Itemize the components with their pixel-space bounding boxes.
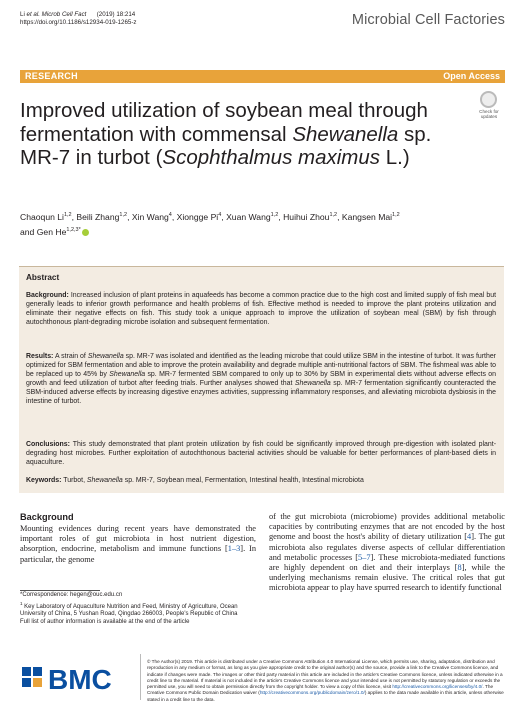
check-updates-line: Check for [479,109,499,114]
journal-name: Microbial Cell Factories [351,12,505,28]
title-part: sp. MR-7 in turbot ( [20,122,432,169]
full-list-note: Full list of author information is available at the end of the article [20,618,190,625]
license-text: © The Author(s) 2019. This article is distributed under a Creative Commons Attribution 4.0 International License, which permits use, sharing, adaptation, distribution and reproduction in any medium or format, as long as you give appropriate credit to the original author(s) and the source, provide a link to the Creative Commons licence, and indicate if changes were made. The images or other third party material in this article are included in the article's Creative Commons licence, unless indicated otherwise in a credit line to the material. If material is not included in the article's Creative Commons licence and your intended use is not permitted by statutory regulation or exceeds the permitted use, you will need to obtain permission directly from the copyright holder. To view a copy of this licence, visit http://creativecommons.org/licenses/by/4.0/. The Creative Commons Public Domain Dedication waiver (http://creativecommons.org/publicdomain/zero/1.0/) applies to the data made available in this article, unless otherwise stated in a credit line to the data. [147,659,504,702]
author[interactable]: Chaoqun Li$^{1,2}$ [20,211,72,222]
license-link[interactable]: http://creativecommons.org/licenses/by/4.0/ [392,684,483,690]
bmc-logo-graphic [20,664,132,696]
abstract-conclusions: Conclusions: This study demonstrated that plant protein utilization by fish could be significantly improved through pre-digestion with isolated plant-degrading host microbes. Further exploitation of autochthonous bacterial activities should be valuable for better performances of plant-based diets in aquaculture. [26,441,496,467]
article-title [20,99,470,170]
citation-link[interactable]: 5–7 [358,552,371,562]
citation-doi[interactable]: https://doi.org/10.1186/s12934-019-1265-z [20,19,137,27]
author[interactable]: Xuan Wang$^{1,2}$ [226,211,279,222]
citation-year: (2019) 18:214 [96,11,136,18]
author-list: Chaoqun Li$^{1,2}$, Beili Zhang$^{1,2}$, Xin Wang$^4$, Xiongge Pi$^4$, Xuan Wang$^{1,2}$, Huihui Zhou$^{1,2}$, Kangsen Mai$^{1,2}$ and Gen $He^{1,2,3*}$ [20,211,400,237]
citation-journal: et al. Microb Cell Fact [26,11,87,18]
footnotes [20,592,256,626]
article-type-banner [20,70,505,83]
author[interactable]: Xin Wang$^4$ [131,211,172,222]
correspondence: *Correspondence: hegen@ouc.edu.cn [20,592,123,598]
citation [20,11,137,28]
abstract-background: Background: Increased inclusion of plant proteins in aquafeeds has become a common practice due to the high cost and limited supply of fish meal but generally leads to inferior growth performance and health problems of fish. Effective method is needed to improve the plant proteins utilization and eliminate their negative effects on fish. This study took a unique approach to improve the utilization of soybean meal (SBM) by fish through autochthonous plant-degrading microbe isolation and subsequent fermentation. [26,292,496,327]
author[interactable]: Kangsen Mai$^{1,2}$ [341,211,400,222]
abstract-box [19,266,504,493]
author[interactable]: Beili Zhang$^{1,2}$ [76,211,128,222]
affiliation: $^1$ Key Laboratory of Aquaculture Nutrition and Feed, Ministry of Agriculture, Ocean University of China, 5 Yushan Road, Qingdao 266003, People's Republic of China [20,600,238,618]
check-updates-icon [480,91,497,108]
footnote-rule [20,590,100,591]
license-divider [140,654,141,700]
bmc-logo [20,664,132,696]
section-heading-background: Background [20,512,74,522]
abstract-keywords: Keywords: Turbot, Shewanella sp. MR-7, Soybean meal, Fermentation, Intestinal health, Intestinal microbiota [26,477,364,484]
abstract-results: Results: A strain of Shewanella sp. MR-7 was isolated and identified as the leading microbe that could utilize SBM in the intestine of turbot. It was further optimized for SBM fermentation and able to improve the protein availability and degrade multiple anti-nutritional factors of SBM. The fishmeal was able to be replaced up to 45% by Shewanella sp. MR-7 fermented SBM compared to only up to 30% by SBM in experimental diets without adverse effects on growth and feed utilization of turbot after feeding trials. Further analyses showed that Shewanella sp. MR-7 fermentation significantly counteracted the SBM-induced adverse effects by increasing digestive enzymes activities, suppressing inflammatory responses, and alleviating microbiota dysbiosis in the intestine of turbot. [26,353,496,406]
open-access-label: Open Access [443,71,500,81]
citation-line-1 [20,11,137,19]
citation-link[interactable]: 4 [467,532,472,542]
body-right-column: of the gut microbiota (microbiome) provides additional metabolic capacities by contributing enzymes that are not encoded by the host genome and boost the host's ability of dietary utilization [4]. The gut microbiota also regulates diverse aspects of cellular differentiation and metabolic processes [5–7]. These microbiota-mediated functions are highly dependent on diet and their interplays [8], while the underlying mechanisms remain elusive. The critical roles that gut microbiota appear to play have spurred research to identify functional [269,512,505,593]
author[interactable]: Xiongge Pi$^4$ [176,211,222,222]
check-for-updates-button[interactable] [474,91,504,121]
title-italic: Shewanella [292,122,399,146]
bmc-logo-text: BMC [48,664,112,695]
orcid-icon[interactable] [82,229,89,236]
check-updates-line: updates [480,114,498,120]
article-type-label: RESEARCH [25,71,78,81]
author[interactable]: Huihui Zhou$^{1,2}$ [283,211,338,222]
title-part: Improved utilization of soybean meal through fermentation with commensal [20,99,428,146]
title-part: L.) [380,146,410,169]
citation-authors: Li [20,11,27,18]
citation-link[interactable]: 8 [457,563,462,573]
abstract-heading: Abstract [26,273,60,282]
body-left-column: Mounting evidences during recent years have demonstrated the important roles of gut microbiota in host nutrient digestion, absorption, endocrine, metabolism and immune functions [1–3]. In particular, the genome [20,524,256,564]
license-link[interactable]: http://creativecommons.org/publicdomain/zero/1.0/ [259,690,365,696]
author[interactable]: Gen $He^{1,2,3*}$ [36,226,81,237]
title-italic: Scophthalmus maximus [162,146,381,169]
citation-link[interactable]: 1–3 [227,544,241,554]
check-updates-label [474,109,504,120]
